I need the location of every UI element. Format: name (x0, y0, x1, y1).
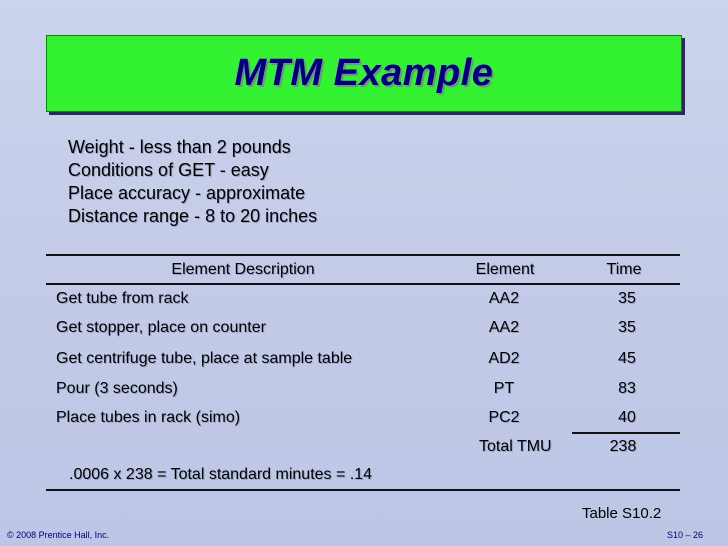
condition-item: Distance range - 8 to 20 inches (68, 206, 318, 226)
row-element: AA2 (488, 290, 520, 307)
total-rule (572, 432, 680, 434)
row-time: 35 (618, 319, 636, 336)
condition-item: Conditions of GET - easy (68, 160, 269, 180)
row-description: Place tubes in rack (simo) (56, 409, 241, 426)
row-element: PT (493, 380, 515, 397)
row-description: Pour (3 seconds) (56, 380, 178, 397)
table-bottom-rule (46, 489, 680, 491)
copyright-notice: © 2008 Prentice Hall, Inc. (7, 530, 110, 540)
header-time: Time (606, 261, 642, 278)
total-value: 238 (609, 438, 637, 455)
row-time: 40 (618, 409, 636, 426)
row-element: AA2 (488, 319, 520, 336)
slide-title: MTM Example (234, 52, 494, 94)
row-time: 45 (618, 350, 636, 367)
row-time: 35 (618, 290, 636, 307)
header-element: Element (475, 261, 535, 278)
row-element: PC2 (488, 409, 520, 426)
table-header-rule (46, 283, 680, 285)
conditions-list (68, 136, 317, 228)
total-label: Total TMU (479, 438, 552, 455)
condition-item: Weight - less than 2 pounds (68, 137, 291, 157)
title-banner (46, 35, 682, 112)
row-description: Get tube from rack (56, 290, 189, 307)
row-element: AD2 (488, 350, 520, 367)
row-description: Get centrifuge tube, place at sample table (56, 350, 353, 367)
row-description: Get stopper, place on counter (56, 319, 266, 336)
header-element-description: Element Description (171, 261, 315, 278)
standard-minutes-conversion: .0006 x 238 = Total standard minutes = .14 (69, 466, 373, 483)
table-caption: Table S10.2 (582, 505, 662, 522)
row-time: 83 (618, 380, 636, 397)
table-top-rule (46, 254, 680, 256)
condition-item: Place accuracy - approximate (68, 183, 306, 203)
slide-number: S10 – 26 (667, 530, 704, 540)
